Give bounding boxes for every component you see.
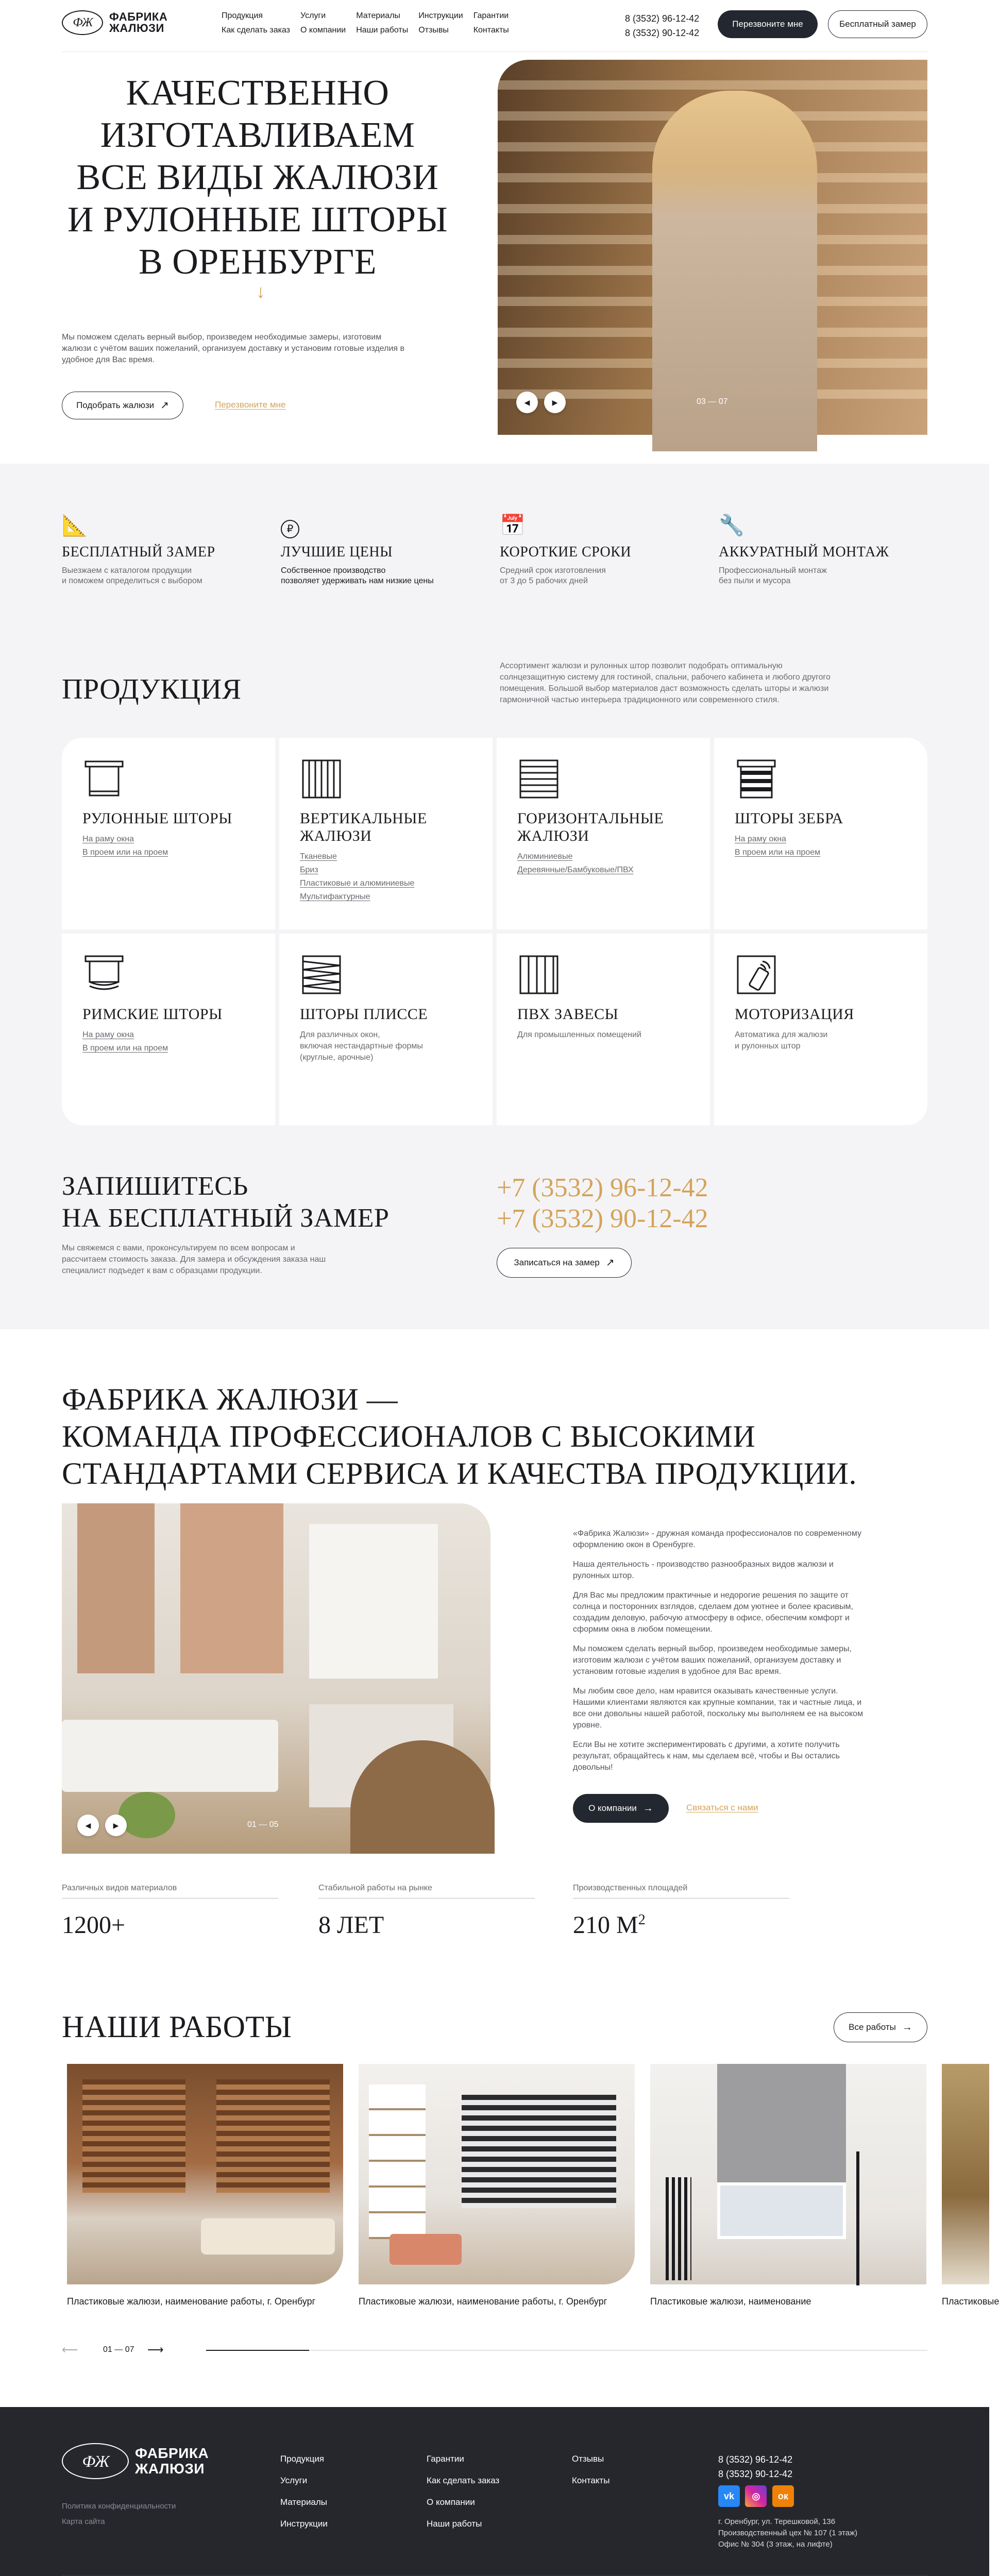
feature-title: КОРОТКИЕ СРОКИ (500, 544, 632, 560)
zebra-blind-icon (735, 757, 778, 801)
wood-blind (216, 2079, 330, 2193)
about-paragraph: Мы поможем сделать верный выбор, произведем необходимые замеры, изготовим жалюзи с учётом ваших пожеланий, организуем доставку и установим готовые изделия в удобное для Вас время. (573, 1645, 852, 1676)
pvc-curtain-icon (517, 953, 561, 996)
feature-free-measure (62, 515, 258, 586)
roman-blind-icon (82, 953, 126, 996)
products-heading: ПРОДУКЦИЯ (62, 673, 242, 705)
work-card-4[interactable] (942, 2064, 989, 2284)
product-link[interactable]: На раму окна (735, 835, 786, 843)
feature-desc: Средний срок изготовления от 3 до 5 рабочих дней (500, 566, 606, 585)
about-heading (62, 1381, 857, 1492)
about-paragraph: Для Вас мы предложим практичные и недорогие решения по защите от солнца и посторонних взглядов, сделаем дом уютнее и более красивым, создадим деловую, рабочую атмосферу в офисе, обеспечим комфорт и сформим окна в любом помещении. (573, 1591, 853, 1634)
arrow-right-icon: → (902, 2022, 912, 2033)
stat-value-text: 210 М (573, 1911, 638, 1939)
product-title: РИМСКИЕ ШТОРЫ (82, 1006, 223, 1023)
main-nav (222, 11, 509, 35)
feature-neat-install (719, 515, 915, 586)
hero-callback-link[interactable]: Перезвоните мне (215, 400, 286, 410)
nav-reviews[interactable]: Отзывы (418, 26, 449, 35)
hero-title-line: КАЧЕСТВЕННО (126, 73, 390, 113)
callback-button[interactable]: Перезвоните мне (718, 10, 818, 38)
product-desc: Для различных окон, (300, 1030, 380, 1039)
arrow-right-icon: → (642, 1803, 653, 1814)
ruler-icon: 📐 (62, 514, 88, 537)
nav-instructions[interactable]: Инструкции (418, 11, 463, 20)
site-footer (0, 2407, 989, 2576)
logo-line1: ФАБРИКА (109, 10, 168, 23)
plant (118, 1792, 175, 1838)
product-card-zebra[interactable] (714, 738, 927, 929)
arrow-up-right-icon: ↗ (160, 400, 169, 411)
works-next-icon[interactable]: ⟶ (147, 2343, 164, 2356)
footer-link[interactable]: Гарантии (427, 2454, 464, 2464)
address-line: Офис № 304 (3 этаж, на лифте) (718, 2540, 833, 2549)
about-slide-counter: 01 — 05 (247, 1820, 279, 1829)
works-progress-fill (206, 2350, 309, 2351)
product-card-pleated[interactable] (279, 934, 493, 1125)
product-card-roller[interactable] (62, 738, 275, 929)
works-prev-icon[interactable]: ⟵ (62, 2343, 78, 2356)
product-title: ВЕРТИКАЛЬНЫЕ ЖАЛЮЗИ (300, 810, 427, 844)
signup-phone-1[interactable]: +7 (3532) 96-12-42 (497, 1173, 708, 1202)
feature-title: ЛУЧШИЕ ЦЕНЫ (281, 544, 393, 560)
nav-materials[interactable]: Материалы (356, 11, 400, 20)
signup-measure-label: Записаться на замер (514, 1258, 600, 1267)
about-paragraph: Наша деятельность - производство разнообразных видов жалюзи и рулонных штор. (573, 1560, 834, 1580)
hero-title (62, 72, 453, 283)
footer-link[interactable]: Материалы (280, 2497, 328, 2507)
all-works-button[interactable] (834, 2012, 927, 2042)
product-title: ШТОРЫ ЗЕБРА (735, 810, 843, 827)
product-title: РУЛОННЫЕ ШТОРЫ (82, 810, 232, 827)
about-paragraph: Мы любим свое дело, нам нравится оказывать качественные услуги. Нашими клиентами являются как крупные компании, так и частные лица, и все они довольны нашей работой, поскольку мы выполняем ее на высоком уровне. (573, 1687, 863, 1730)
works-counter: 01 — 07 (103, 2345, 134, 2354)
product-link[interactable]: Пластиковые и алюминиевые (300, 879, 415, 888)
vk-icon[interactable]: vk (718, 2485, 740, 2507)
footer-link[interactable]: Инструкции (280, 2519, 328, 2529)
sofa (62, 1720, 278, 1792)
logo[interactable] (62, 10, 167, 35)
blind-slat (498, 80, 927, 90)
window (717, 2182, 846, 2239)
about-prev-button[interactable]: ◀ (77, 1815, 99, 1836)
footer-link[interactable]: Отзывы (572, 2454, 604, 2464)
staircase (856, 2151, 928, 2285)
hero-title-line: И РУЛОННЫЕ ШТОРЫ (67, 200, 448, 240)
radiator (666, 2177, 691, 2280)
product-desc: (круглые, арочные) (300, 1053, 374, 1062)
footer-link[interactable]: О компании (427, 2497, 475, 2507)
header-phone-1[interactable]: 8 (3532) 96-12-42 (625, 13, 700, 24)
armchair (390, 2234, 462, 2265)
nav-services[interactable]: Услуги (300, 11, 326, 20)
work-caption: Пластиковые жалюзи, наименование работы, г. Оренбург (359, 2296, 607, 2307)
instagram-icon[interactable]: ◎ (745, 2485, 767, 2507)
vertical-blind-icon (300, 757, 343, 801)
footer-phones (718, 2452, 792, 2481)
work-caption: Пластиковые (942, 2296, 999, 2307)
roller-blind-icon (82, 757, 126, 801)
footer-col-1 (280, 2448, 328, 2535)
social-links (718, 2485, 797, 2507)
nav-about[interactable]: О компании (300, 26, 346, 35)
curtain (180, 1503, 283, 1673)
nav-contacts[interactable]: Контакты (473, 26, 509, 35)
product-link[interactable]: В проем или на проем (735, 848, 821, 857)
footer-link[interactable]: Услуги (280, 2476, 308, 2485)
hero-title-line: В ОРЕНБУРГЕ (139, 242, 377, 282)
feature-title: АККУРАТНЫЙ МОНТАЖ (719, 544, 889, 560)
footer-address (718, 2516, 857, 2550)
about-next-button[interactable]: ▶ (105, 1815, 127, 1836)
product-desc: и рулонных штор (735, 1042, 801, 1050)
ruble-icon: ₽ (281, 515, 477, 540)
product-link[interactable]: Деревянные/Бамбуковые/ПВХ (517, 866, 634, 874)
odnoklassniki-icon[interactable]: ок (772, 2485, 794, 2507)
feature-title: БЕСПЛАТНЫЙ ЗАМЕР (62, 544, 215, 560)
logo-text (135, 2446, 209, 2477)
header-phone-2[interactable]: 8 (3532) 90-12-42 (625, 28, 700, 38)
hero-prev-button[interactable]: ◀ (516, 392, 538, 413)
footer-col-2 (427, 2448, 499, 2535)
product-card-pvc[interactable] (497, 934, 710, 1125)
contact-us-link[interactable]: Связаться с нами (686, 1803, 758, 1812)
logo-mark-icon: ФЖ (62, 10, 103, 35)
signup-phones (497, 1173, 708, 1234)
header-phones (625, 11, 699, 40)
footer-link[interactable]: Как сделать заказ (427, 2476, 500, 2485)
logo-line2: ЖАЛЮЗИ (135, 2461, 205, 2477)
wood-blind (82, 2079, 185, 2193)
logo-text (109, 11, 167, 34)
product-link[interactable]: В проем или на проем (82, 848, 168, 857)
stat-materials (62, 1884, 278, 1939)
window (309, 1524, 438, 1679)
about-heading-line: ФАБРИКА ЖАЛЮЗИ — (62, 1382, 398, 1416)
down-arrow-icon: ↓ (256, 281, 265, 302)
stat-value (318, 1911, 535, 1939)
signup-heading-line: ЗАПИШИТЕСЬ (62, 1172, 248, 1201)
work-card-1[interactable] (67, 2064, 343, 2284)
curtain (77, 1503, 155, 1673)
work-caption: Пластиковые жалюзи, наименование работы, г. Оренбург (67, 2296, 316, 2307)
hero-title-line: ВСЕ ВИДЫ ЖАЛЮЗИ (76, 158, 439, 197)
product-card-vertical[interactable] (279, 738, 493, 929)
work-card-3[interactable] (650, 2064, 926, 2284)
work-caption: Пластиковые жалюзи, наименование (650, 2296, 811, 2307)
calendar-icon: 📅 (500, 514, 526, 537)
stat-value (573, 1911, 789, 1939)
free-measure-button[interactable]: Бесплатный замер (828, 10, 927, 38)
footer-legal (62, 2499, 176, 2530)
nav-guarantees[interactable]: Гарантии (473, 11, 509, 20)
about-company-button[interactable] (573, 1794, 669, 1823)
footer-phone-1[interactable]: 8 (3532) 96-12-42 (718, 2454, 793, 2465)
address-line: г. Оренбург, ул. Терешковой, 136 (718, 2517, 836, 2526)
feature-desc: Выезжаем с каталогом продукции и поможем определиться с выбором (62, 566, 202, 585)
product-link[interactable]: На раму окна (82, 1030, 134, 1039)
about-paragraph: «Фабрика Жалюзи» - дружная команда профессионалов по современному оформлению окон в Оренбурге. (573, 1529, 861, 1549)
hero-next-button[interactable]: ▶ (544, 392, 566, 413)
stat-label: Производственных площадей (573, 1884, 789, 1899)
product-desc: включая нестандартные формы (300, 1042, 423, 1050)
product-desc: Автоматика для жалюзи (735, 1030, 828, 1039)
pleated-blind-icon (300, 953, 343, 996)
hero-title-line: ИЗГОТАВЛИВАЕМ (100, 115, 415, 155)
footer-col-3 (572, 2448, 609, 2492)
product-desc: Для промышленных помещений (517, 1030, 641, 1039)
nav-how-to-order[interactable]: Как сделать заказ (222, 26, 290, 35)
signup-text: Мы свяжемся с вами, проконсультируем по всем вопросам и рассчитаем стоимость заказа. Для замера и обсуждения заказа наш специалист подъедет к вам с образцами продукции. (62, 1244, 326, 1275)
black-blind (462, 2095, 616, 2208)
works-progress-track (206, 2350, 927, 2351)
hero-slide-counter: 03 — 07 (697, 397, 728, 406)
product-card-roman[interactable] (62, 934, 275, 1125)
feature-best-price (281, 515, 477, 586)
pick-blinds-label: Подобрать жалюзи (76, 400, 155, 410)
footer-phone-2[interactable]: 8 (3532) 90-12-42 (718, 2469, 793, 2479)
product-card-motorization[interactable] (714, 934, 927, 1125)
site-header (62, 0, 927, 52)
footer-link[interactable]: Продукция (280, 2454, 325, 2464)
hero-image (498, 60, 927, 435)
pick-blinds-button[interactable] (62, 392, 183, 419)
product-link[interactable]: В проем или на проем (82, 1044, 168, 1053)
all-works-label: Все работы (849, 2022, 896, 2032)
product-link[interactable]: На раму окна (82, 835, 134, 843)
arrow-up-right-icon: ↗ (605, 1257, 615, 1268)
about-company-label: О компании (588, 1803, 637, 1813)
work-card-2[interactable] (359, 2064, 635, 2284)
stat-sup: 2 (638, 1912, 646, 1928)
address-line: Производственный цех № 107 (1 этаж) (718, 2529, 858, 2537)
about-paragraph: Если Вы не хотите экспериментировать с другими, а хотите получить результат, обращайтесь к нам, мы сделаем всё, чтобы и Вы остались довольны! (573, 1740, 840, 1772)
stat-years (318, 1884, 535, 1939)
product-link[interactable]: Тканевые (300, 852, 337, 861)
signup-phone-2[interactable]: +7 (3532) 90-12-42 (497, 1204, 708, 1233)
stat-label: Стабильной работы на рынке (318, 1884, 535, 1899)
nav-works[interactable]: Наши работы (356, 26, 409, 35)
stat-area (573, 1884, 789, 1939)
bookshelf (369, 2084, 426, 2239)
product-title: МОТОРИЗАЦИЯ (735, 1006, 854, 1023)
logo-mark-icon: ФЖ (62, 2443, 129, 2479)
privacy-link[interactable]: Политика конфиденциальности (62, 2502, 176, 2511)
feature-desc: Профессиональный монтаж без пыли и мусора (719, 566, 827, 585)
woman-figure (652, 91, 817, 451)
product-link[interactable]: Мультифактурные (300, 892, 370, 901)
signup-heading (62, 1171, 389, 1234)
footer-link[interactable]: Контакты (572, 2476, 610, 2485)
works-heading: НАШИ РАБОТЫ (62, 2010, 292, 2044)
sitemap-link[interactable]: Карта сайта (62, 2517, 105, 2526)
product-link[interactable]: Алюминиевые (517, 852, 573, 861)
logo-line1: ФАБРИКА (135, 2445, 209, 2461)
product-title: ПВХ ЗАВЕСЫ (517, 1006, 619, 1023)
stat-value-text: 1200+ (62, 1911, 126, 1939)
roller-blind (717, 2064, 846, 2182)
footer-logo[interactable] (62, 2443, 209, 2479)
product-title: ГОРИЗОНТАЛЬНЫЕ ЖАЛЮЗИ (517, 810, 664, 844)
sofa (201, 2218, 335, 2255)
horizontal-blind-icon (517, 757, 561, 801)
signup-measure-button[interactable] (497, 1248, 632, 1278)
stat-value-text: 8 ЛЕТ (318, 1911, 384, 1939)
about-heading-line: КОМАНДА ПРОФЕССИОНАЛОВ С ВЫСОКИМИ (62, 1419, 756, 1453)
product-link[interactable]: Бриз (300, 866, 318, 874)
feature-desc: Собственное производство позволяет удерживать нам низкие цены (281, 566, 434, 585)
about-text (573, 1528, 872, 1773)
motor-remote-icon (735, 953, 778, 996)
logo-line2: ЖАЛЮЗИ (109, 22, 164, 35)
products-intro: Ассортимент жалюзи и рулонных штор позволит подобрать оптимальную солнцезащитную систему для гостиной, спальни, рабочего кабинета и любого другого помещения. Большой выбор материалов даст возможность сделать шторы и жалюзи гармоничной частью интерьера традиционного или современного стиля. (500, 662, 831, 704)
product-card-horizontal[interactable] (497, 738, 710, 929)
stat-label: Различных видов материалов (62, 1884, 278, 1899)
signup-heading-line: НА БЕСПЛАТНЫЙ ЗАМЕР (62, 1204, 390, 1233)
about-image (62, 1503, 490, 1854)
about-heading-line: СТАНДАРТАМИ СЕРВИСА И КАЧЕСТВА ПРОДУКЦИИ. (62, 1456, 857, 1490)
product-title: ШТОРЫ ПЛИССЕ (300, 1006, 428, 1023)
footer-link[interactable]: Наши работы (427, 2519, 482, 2529)
hero-text: Мы поможем сделать верный выбор, произведем необходимые замеры, изготовим жалюзи с учётом ваших пожеланий, организуем доставку и установим готовые изделия в удобное для Вас время. (62, 333, 405, 364)
stat-value (62, 1911, 278, 1939)
feature-short-terms (500, 515, 696, 586)
drill-icon: 🔧 (719, 514, 744, 537)
nav-products[interactable]: Продукция (222, 11, 263, 20)
